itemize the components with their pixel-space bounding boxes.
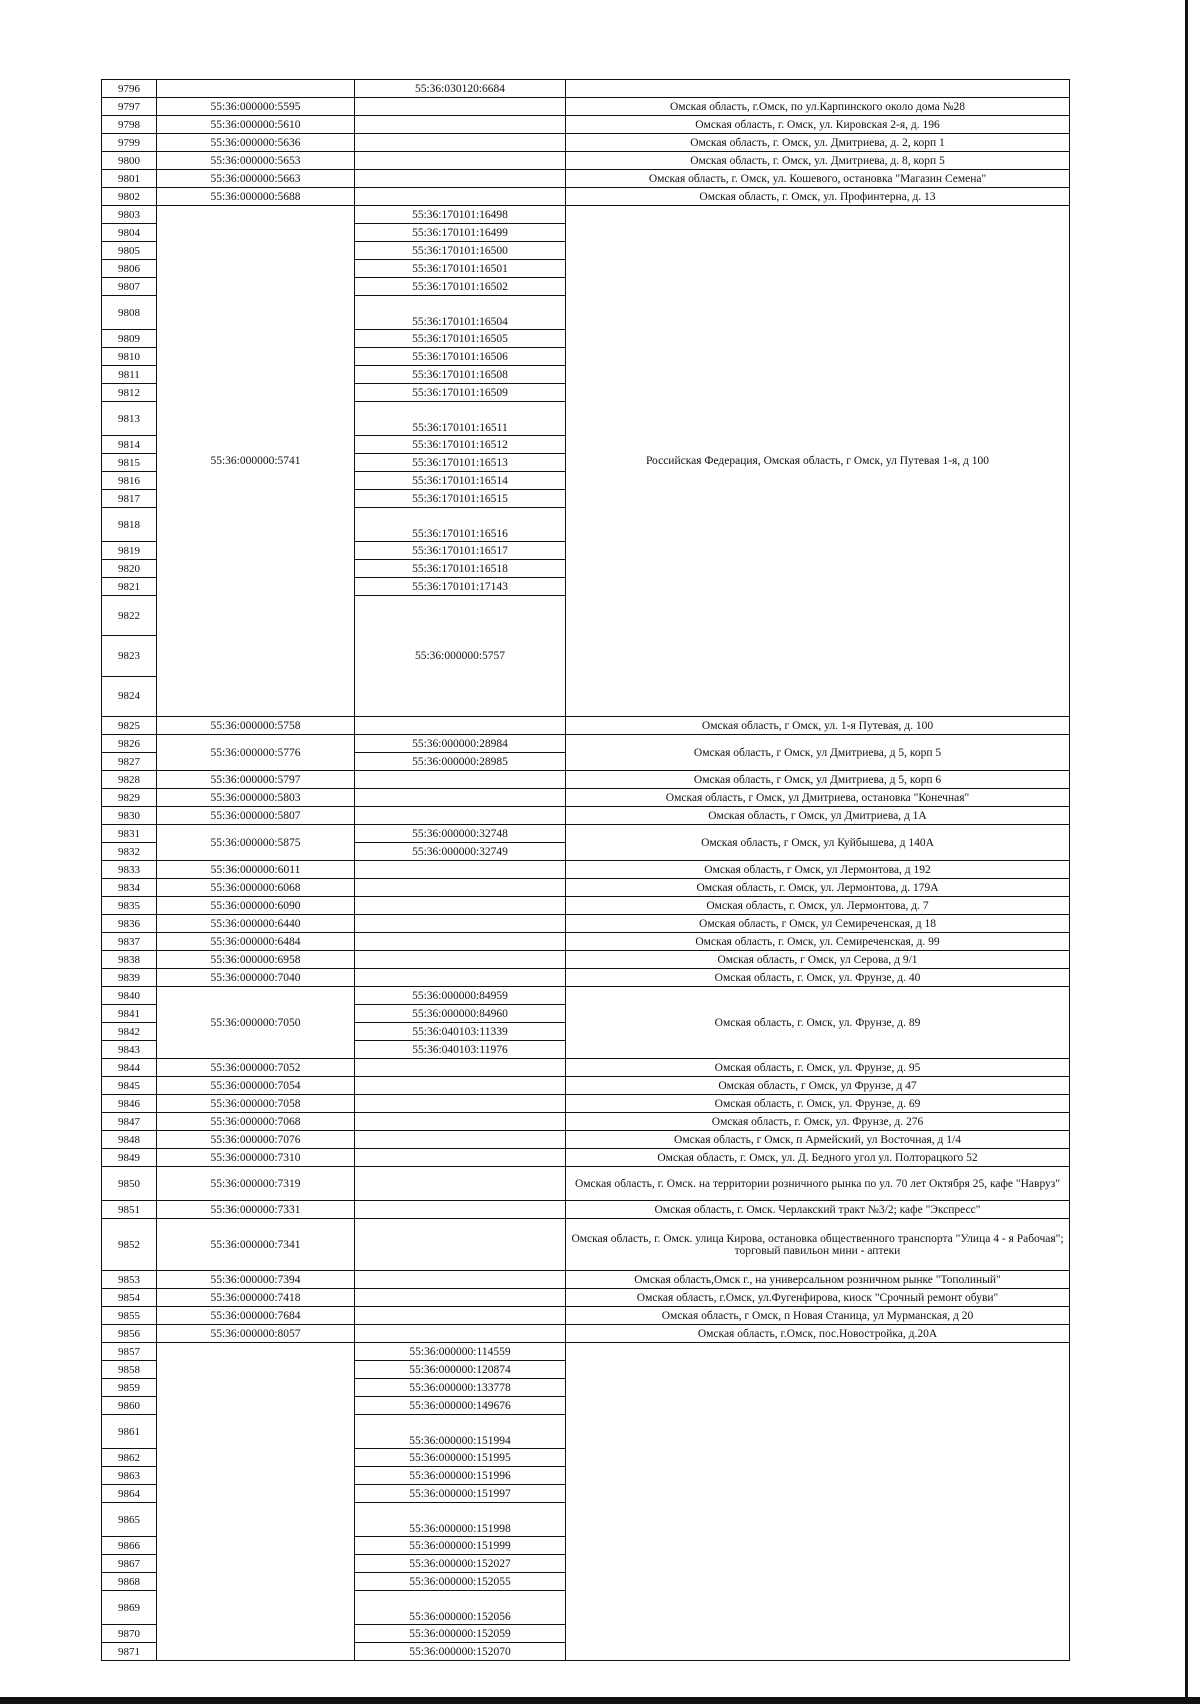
table-row	[102, 1059, 1070, 1077]
table-row	[102, 1219, 1070, 1271]
row-number-cell: 9866	[102, 1537, 157, 1555]
related-cadastral-number-cell: 55:36:170101:16500	[355, 242, 566, 260]
row-number-cell: 9818	[102, 508, 157, 542]
row-number-cell: 9830	[102, 807, 157, 825]
row-number-cell: 9865	[102, 1503, 157, 1537]
related-cadastral-number-cell	[355, 188, 566, 206]
related-cadastral-number-cell	[355, 915, 566, 933]
row-number-cell: 9796	[102, 80, 157, 98]
cadastral-number-cell: 55:36:000000:5875	[157, 825, 355, 861]
row-number-cell: 9840	[102, 987, 157, 1005]
related-cadastral-number-cell: 55:36:170101:16506	[355, 348, 566, 366]
address-cell: Омская область, г Омск, ул Дмитриева, д 1А	[566, 807, 1070, 825]
row-number-cell: 9843	[102, 1041, 157, 1059]
row-number-cell: 9859	[102, 1379, 157, 1397]
cadastral-number-cell: 55:36:000000:5758	[157, 717, 355, 735]
related-cadastral-number-cell	[355, 1271, 566, 1289]
cadastral-number-cell: 55:36:000000:7076	[157, 1131, 355, 1149]
related-cadastral-number-cell: 55:36:000000:133778	[355, 1379, 566, 1397]
related-cadastral-number-cell: 55:36:030120:6684	[355, 80, 566, 98]
related-cadastral-number-cell	[355, 933, 566, 951]
address-cell	[566, 80, 1070, 98]
address-cell: Омская область, г Омск, ул Лермонтова, д 192	[566, 861, 1070, 879]
cadastral-number-cell: 55:36:000000:7394	[157, 1271, 355, 1289]
address-cell: Омская область, г. Омск, ул. Кошевого, остановка "Магазин Семена"	[566, 170, 1070, 188]
table-row	[102, 825, 1070, 843]
address-cell: Омская область, г Омск, ул Серова, д 9/1	[566, 951, 1070, 969]
related-cadastral-number-cell: 55:36:170101:16505	[355, 330, 566, 348]
related-cadastral-number-cell	[355, 1077, 566, 1095]
row-number-cell: 9835	[102, 897, 157, 915]
page-edge-right	[1185, 0, 1188, 1704]
related-cadastral-number-cell	[355, 1325, 566, 1343]
related-cadastral-number-cell	[355, 1167, 566, 1201]
related-cadastral-number-cell	[355, 789, 566, 807]
related-cadastral-number-cell	[355, 969, 566, 987]
related-cadastral-number-cell: 55:36:170101:16516	[355, 508, 566, 542]
related-cadastral-number-cell: 55:36:170101:16502	[355, 278, 566, 296]
address-cell: Омская область, г. Омск, ул. Фрунзе, д. 40	[566, 969, 1070, 987]
cadastral-number-cell: 55:36:000000:7050	[157, 987, 355, 1059]
cadastral-number-cell	[157, 80, 355, 98]
table-row	[102, 1113, 1070, 1131]
cadastral-number-cell: 55:36:000000:6484	[157, 933, 355, 951]
row-number-cell: 9868	[102, 1573, 157, 1591]
row-number-cell: 9797	[102, 98, 157, 116]
address-cell	[566, 1343, 1070, 1661]
table-row	[102, 735, 1070, 753]
related-cadastral-number-cell	[355, 717, 566, 735]
related-cadastral-number-cell: 55:36:000000:120874	[355, 1361, 566, 1379]
row-number-cell: 9854	[102, 1289, 157, 1307]
cadastral-number-cell: 55:36:000000:7040	[157, 969, 355, 987]
table-row	[102, 206, 1070, 224]
cadastral-number-cell: 55:36:000000:5610	[157, 116, 355, 134]
cadastral-number-cell: 55:36:000000:7418	[157, 1289, 355, 1307]
row-number-cell: 9856	[102, 1325, 157, 1343]
row-number-cell: 9816	[102, 472, 157, 490]
row-number-cell: 9807	[102, 278, 157, 296]
related-cadastral-number-cell	[355, 116, 566, 134]
row-number-cell: 9817	[102, 490, 157, 508]
row-number-cell: 9829	[102, 789, 157, 807]
row-number-cell: 9857	[102, 1343, 157, 1361]
address-cell: Омская область, г Омск, ул Дмитриева, д 5, корп 6	[566, 771, 1070, 789]
row-number-cell: 9864	[102, 1485, 157, 1503]
row-number-cell: 9849	[102, 1149, 157, 1167]
table-row	[102, 1167, 1070, 1201]
address-cell: Омская область, г. Омск, ул. Лермонтова, д. 179А	[566, 879, 1070, 897]
related-cadastral-number-cell: 55:36:000000:32749	[355, 843, 566, 861]
table-row	[102, 134, 1070, 152]
address-cell: Омская область, г. Омск, ул. Профинтерна, д. 13	[566, 188, 1070, 206]
related-cadastral-number-cell	[355, 1131, 566, 1149]
row-number-cell: 9832	[102, 843, 157, 861]
related-cadastral-number-cell	[355, 861, 566, 879]
address-cell: Омская область, г. Омск. Черлакский тракт №3/2; кафе "Экспресс"	[566, 1201, 1070, 1219]
related-cadastral-number-cell: 55:36:000000:151995	[355, 1449, 566, 1467]
cadastral-number-cell: 55:36:000000:5807	[157, 807, 355, 825]
row-number-cell: 9808	[102, 296, 157, 330]
row-number-cell: 9802	[102, 188, 157, 206]
cadastral-number-cell: 55:36:000000:5803	[157, 789, 355, 807]
row-number-cell: 9842	[102, 1023, 157, 1041]
row-number-cell: 9814	[102, 436, 157, 454]
row-number-cell: 9836	[102, 915, 157, 933]
row-number-cell: 9820	[102, 560, 157, 578]
address-cell: Омская область, г Омск, ул Семиреченская, д 18	[566, 915, 1070, 933]
row-number-cell: 9800	[102, 152, 157, 170]
cadastral-number-cell: 55:36:000000:7341	[157, 1219, 355, 1271]
related-cadastral-number-cell	[355, 134, 566, 152]
related-cadastral-number-cell: 55:36:170101:16513	[355, 454, 566, 472]
related-cadastral-number-cell: 55:36:170101:16511	[355, 402, 566, 436]
row-number-cell: 9810	[102, 348, 157, 366]
table-row	[102, 1131, 1070, 1149]
cadastral-number-cell: 55:36:000000:5797	[157, 771, 355, 789]
row-number-cell: 9845	[102, 1077, 157, 1095]
row-number-cell: 9847	[102, 1113, 157, 1131]
related-cadastral-number-cell	[355, 152, 566, 170]
table-row	[102, 717, 1070, 735]
cadastral-number-cell: 55:36:000000:5663	[157, 170, 355, 188]
cadastral-number-cell: 55:36:000000:6068	[157, 879, 355, 897]
table-row	[102, 188, 1070, 206]
table-row	[102, 1095, 1070, 1113]
table-row	[102, 1307, 1070, 1325]
cadastral-number-cell: 55:36:000000:5595	[157, 98, 355, 116]
row-number-cell: 9851	[102, 1201, 157, 1219]
row-number-cell: 9869	[102, 1591, 157, 1625]
address-cell: Омская область, г. Омск, ул. Дмитриева, д. 2, корп 1	[566, 134, 1070, 152]
cadastral-number-cell: 55:36:000000:5741	[157, 206, 355, 717]
related-cadastral-number-cell	[355, 879, 566, 897]
related-cadastral-number-cell: 55:36:000000:84959	[355, 987, 566, 1005]
related-cadastral-number-cell: 55:36:000000:149676	[355, 1397, 566, 1415]
row-number-cell: 9862	[102, 1449, 157, 1467]
cadastral-number-cell: 55:36:000000:7319	[157, 1167, 355, 1201]
row-number-cell: 9861	[102, 1415, 157, 1449]
row-number-cell: 9812	[102, 384, 157, 402]
address-cell: Омская область, г. Омск, ул. Фрунзе, д. 89	[566, 987, 1070, 1059]
address-cell: Омская область, г Омск, ул Дмитриева, д 5, корп 5	[566, 735, 1070, 771]
related-cadastral-number-cell	[355, 1149, 566, 1167]
row-number-cell: 9848	[102, 1131, 157, 1149]
related-cadastral-number-cell	[355, 1289, 566, 1307]
related-cadastral-number-cell	[355, 771, 566, 789]
table-row	[102, 807, 1070, 825]
related-cadastral-number-cell: 55:36:170101:16498	[355, 206, 566, 224]
cadastral-number-cell: 55:36:000000:5757	[355, 596, 566, 717]
cadastral-table	[101, 79, 1070, 1661]
row-number-cell: 9823	[102, 636, 157, 676]
address-cell: Омская область, г. Омск, ул. Д. Бедного угол ул. Полторацкого 52	[566, 1149, 1070, 1167]
address-cell: Омская область, г. Омск, ул. Дмитриева, д. 8, корп 5	[566, 152, 1070, 170]
row-number-cell: 9863	[102, 1467, 157, 1485]
address-cell: Омская область, г Омск, ул Куйбышева, д 140А	[566, 825, 1070, 861]
row-number-cell: 9855	[102, 1307, 157, 1325]
row-number-cell: 9804	[102, 224, 157, 242]
table-row	[102, 951, 1070, 969]
address-cell: Омская область, г. Омск, ул. Лермонтова, д. 7	[566, 897, 1070, 915]
table-row	[102, 1149, 1070, 1167]
related-cadastral-number-cell: 55:36:040103:11339	[355, 1023, 566, 1041]
row-number-cell: 9867	[102, 1555, 157, 1573]
cadastral-number-cell	[157, 1343, 355, 1661]
table-row	[102, 1201, 1070, 1219]
table-row	[102, 915, 1070, 933]
related-cadastral-number-cell	[355, 1201, 566, 1219]
table-row	[102, 789, 1070, 807]
related-cadastral-number-cell: 55:36:000000:151998	[355, 1503, 566, 1537]
related-cadastral-number-cell: 55:36:170101:16504	[355, 296, 566, 330]
cadastral-number-cell: 55:36:000000:7054	[157, 1077, 355, 1095]
table-row	[102, 861, 1070, 879]
table-row	[102, 98, 1070, 116]
row-number-cell: 9809	[102, 330, 157, 348]
cadastral-number-cell: 55:36:000000:6090	[157, 897, 355, 915]
cadastral-number-cell: 55:36:000000:5636	[157, 134, 355, 152]
cadastral-number-cell: 55:36:000000:5776	[157, 735, 355, 771]
address-cell: Омская область, г.Омск, пос.Новостройка, д.20А	[566, 1325, 1070, 1343]
cadastral-number-cell: 55:36:000000:7331	[157, 1201, 355, 1219]
row-number-cell: 9813	[102, 402, 157, 436]
row-number-cell: 9803	[102, 206, 157, 224]
address-cell: Омская область, г. Омск, ул. Кировская 2-я, д. 196	[566, 116, 1070, 134]
table-row	[102, 80, 1070, 98]
related-cadastral-number-cell	[355, 807, 566, 825]
address-cell: Омская область, г. Омск. улица Кирова, остановка общественного транспорта "Улица 4 - я Рабочая"; торговый павильон мини - аптеки	[566, 1219, 1070, 1271]
related-cadastral-number-cell: 55:36:000000:152070	[355, 1643, 566, 1661]
address-cell: Омская область, г. Омск, ул. Семиреченская, д. 99	[566, 933, 1070, 951]
address-cell: Омская область,Омск г., на универсальном розничном рынке "Тополиный"	[566, 1271, 1070, 1289]
row-number-cell: 9870	[102, 1625, 157, 1643]
row-number-cell: 9841	[102, 1005, 157, 1023]
row-number-cell: 9853	[102, 1271, 157, 1289]
table-row	[102, 879, 1070, 897]
table-row	[102, 152, 1070, 170]
row-number-cell: 9846	[102, 1095, 157, 1113]
cadastral-number-cell: 55:36:000000:5688	[157, 188, 355, 206]
table-row	[102, 1289, 1070, 1307]
table-row	[102, 771, 1070, 789]
address-cell: Российская Федерация, Омская область, г Омск, ул Путевая 1-я, д 100	[566, 206, 1070, 717]
related-cadastral-number-cell: 55:36:170101:16499	[355, 224, 566, 242]
address-cell: Омская область, г. Омск, ул. Фрунзе, д. 276	[566, 1113, 1070, 1131]
related-cadastral-number-cell: 55:36:000000:32748	[355, 825, 566, 843]
related-cadastral-number-cell: 55:36:170101:16514	[355, 472, 566, 490]
row-number-cell: 9826	[102, 735, 157, 753]
table-row	[102, 933, 1070, 951]
table-row	[102, 897, 1070, 915]
related-cadastral-number-cell: 55:36:000000:151994	[355, 1415, 566, 1449]
related-cadastral-number-cell: 55:36:000000:151996	[355, 1467, 566, 1485]
table-row	[102, 987, 1070, 1005]
cadastral-number-cell: 55:36:000000:6440	[157, 915, 355, 933]
address-cell: Омская область, г Омск, ул Дмитриева, остановка "Конечная"	[566, 789, 1070, 807]
related-cadastral-number-cell: 55:36:000000:28985	[355, 753, 566, 771]
row-number-cell: 9871	[102, 1643, 157, 1661]
address-cell: Омская область, г. Омск. на территории розничного рынка по ул. 70 лет Октября 25, кафе "Навруз"	[566, 1167, 1070, 1201]
related-cadastral-number-cell	[355, 1095, 566, 1113]
related-cadastral-number-cell: 55:36:170101:16508	[355, 366, 566, 384]
related-cadastral-number-cell: 55:36:000000:152027	[355, 1555, 566, 1573]
related-cadastral-number-cell	[355, 951, 566, 969]
table-row	[102, 170, 1070, 188]
related-cadastral-number-cell	[355, 897, 566, 915]
row-number-cell: 9834	[102, 879, 157, 897]
address-cell: Омская область, г.Омск, по ул.Карпинского около дома №28	[566, 98, 1070, 116]
table-row	[102, 116, 1070, 134]
row-number-cell: 9858	[102, 1361, 157, 1379]
cadastral-number-cell: 55:36:000000:5653	[157, 152, 355, 170]
related-cadastral-number-cell	[355, 1113, 566, 1131]
related-cadastral-number-cell	[355, 1059, 566, 1077]
cadastral-number-cell: 55:36:000000:7058	[157, 1095, 355, 1113]
row-number-cell: 9838	[102, 951, 157, 969]
related-cadastral-number-cell: 55:36:170101:16517	[355, 542, 566, 560]
row-number-cell: 9839	[102, 969, 157, 987]
row-number-cell: 9806	[102, 260, 157, 278]
related-cadastral-number-cell: 55:36:170101:16515	[355, 490, 566, 508]
row-number-cell: 9831	[102, 825, 157, 843]
cadastral-number-cell: 55:36:000000:7052	[157, 1059, 355, 1077]
related-cadastral-number-cell: 55:36:000000:151999	[355, 1537, 566, 1555]
row-number-cell: 9860	[102, 1397, 157, 1415]
address-cell: Омская область, г. Омск, ул. Фрунзе, д. 95	[566, 1059, 1070, 1077]
table-row	[102, 1325, 1070, 1343]
cadastral-number-cell: 55:36:000000:7310	[157, 1149, 355, 1167]
related-cadastral-number-cell: 55:36:000000:152059	[355, 1625, 566, 1643]
row-number-cell: 9815	[102, 454, 157, 472]
row-number-cell: 9805	[102, 242, 157, 260]
related-cadastral-number-cell: 55:36:170101:16512	[355, 436, 566, 454]
cadastral-number-cell: 55:36:000000:7068	[157, 1113, 355, 1131]
page-edge-bottom	[0, 1697, 1200, 1704]
row-number-cell: 9833	[102, 861, 157, 879]
related-cadastral-number-cell: 55:36:000000:114559	[355, 1343, 566, 1361]
related-cadastral-number-cell	[355, 98, 566, 116]
row-number-cell: 9799	[102, 134, 157, 152]
row-number-cell: 9850	[102, 1167, 157, 1201]
related-cadastral-number-cell: 55:36:170101:16509	[355, 384, 566, 402]
address-cell: Омская область, г Омск, ул. 1-я Путевая, д. 100	[566, 717, 1070, 735]
row-number-cell: 9821	[102, 578, 157, 596]
related-cadastral-number-cell: 55:36:170101:16518	[355, 560, 566, 578]
related-cadastral-number-cell: 55:36:000000:28984	[355, 735, 566, 753]
row-number-cell: 9811	[102, 366, 157, 384]
cadastral-number-cell: 55:36:000000:8057	[157, 1325, 355, 1343]
related-cadastral-number-cell: 55:36:000000:151997	[355, 1485, 566, 1503]
related-cadastral-number-cell	[355, 1307, 566, 1325]
related-cadastral-number-cell: 55:36:000000:84960	[355, 1005, 566, 1023]
cadastral-number-cell: 55:36:000000:6011	[157, 861, 355, 879]
address-cell: Омская область, г.Омск, ул.Фугенфирова, киоск "Срочный ремонт обуви"	[566, 1289, 1070, 1307]
table-row	[102, 1343, 1070, 1361]
table-row	[102, 1271, 1070, 1289]
row-number-cell: 9822	[102, 596, 157, 636]
table-row	[102, 1077, 1070, 1095]
row-number-cell: 9837	[102, 933, 157, 951]
related-cadastral-number-cell: 55:36:040103:11976	[355, 1041, 566, 1059]
address-cell: Омская область, г Омск, п Новая Станица, ул Мурманская, д 20	[566, 1307, 1070, 1325]
related-cadastral-number-cell: 55:36:000000:152056	[355, 1591, 566, 1625]
row-number-cell: 9844	[102, 1059, 157, 1077]
address-cell: Омская область, г Омск, п Армейский, ул Восточная, д 1/4	[566, 1131, 1070, 1149]
address-cell: Омская область, г. Омск, ул. Фрунзе, д. 69	[566, 1095, 1070, 1113]
cadastral-number-cell: 55:36:000000:7684	[157, 1307, 355, 1325]
related-cadastral-number-cell: 55:36:170101:17143	[355, 578, 566, 596]
table-row	[102, 969, 1070, 987]
row-number-cell: 9825	[102, 717, 157, 735]
related-cadastral-number-cell	[355, 170, 566, 188]
cadastral-table-body	[102, 80, 1070, 1661]
related-cadastral-number-cell: 55:36:000000:152055	[355, 1573, 566, 1591]
row-number-cell: 9824	[102, 676, 157, 716]
cadastral-number-cell: 55:36:000000:6958	[157, 951, 355, 969]
row-number-cell: 9852	[102, 1219, 157, 1271]
row-number-cell: 9801	[102, 170, 157, 188]
row-number-cell: 9798	[102, 116, 157, 134]
row-number-cell: 9827	[102, 753, 157, 771]
related-cadastral-number-cell: 55:36:170101:16501	[355, 260, 566, 278]
row-number-cell: 9828	[102, 771, 157, 789]
related-cadastral-number-cell	[355, 1219, 566, 1271]
address-cell: Омская область, г Омск, ул Фрунзе, д 47	[566, 1077, 1070, 1095]
row-number-cell: 9819	[102, 542, 157, 560]
